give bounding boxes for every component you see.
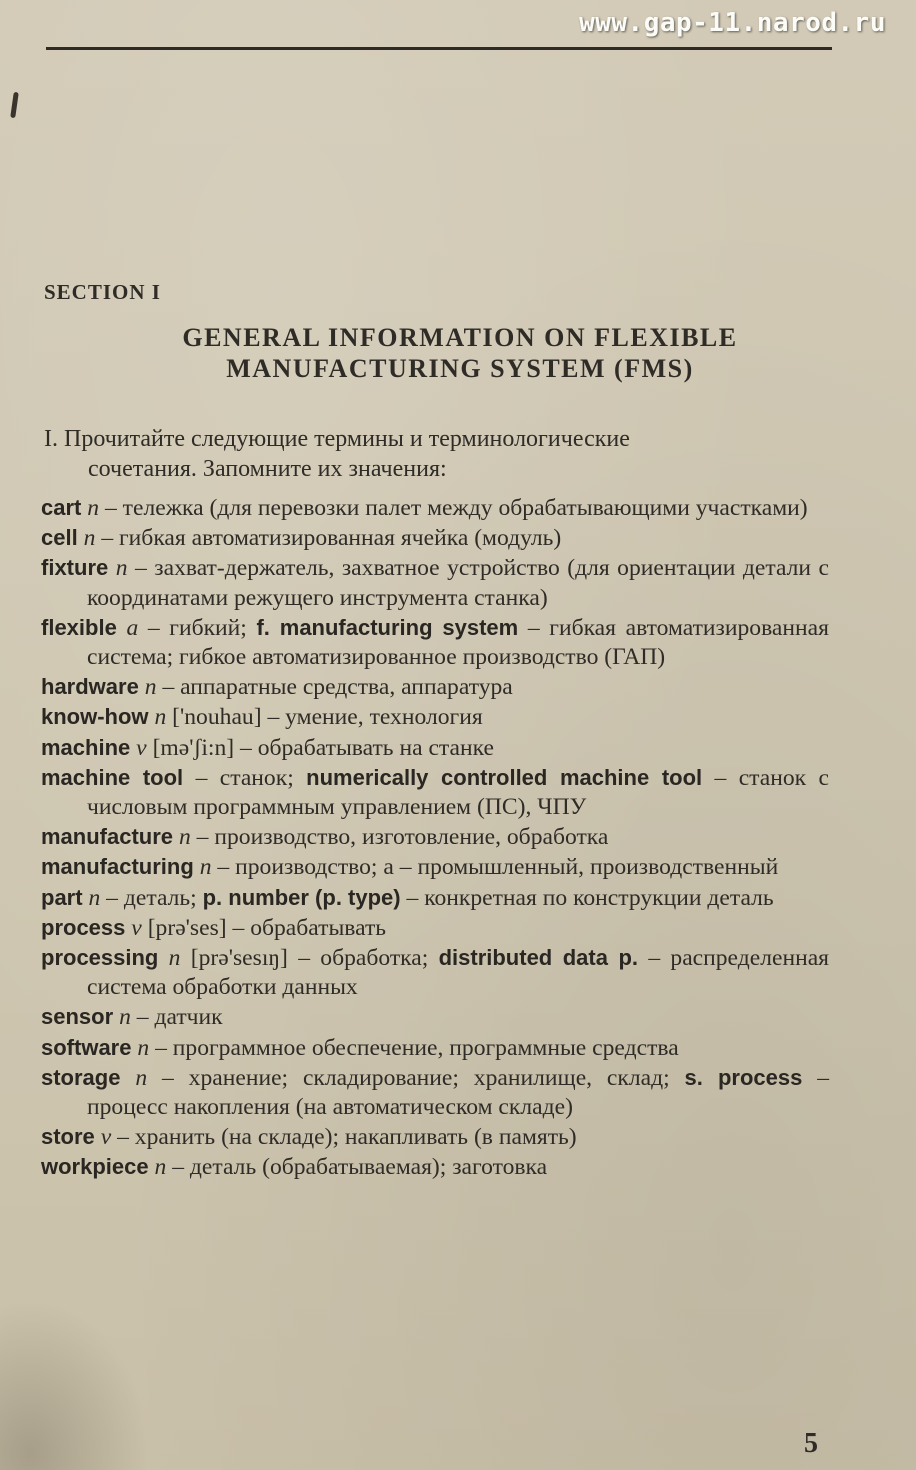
glossary-term: software <box>41 1034 132 1060</box>
glossary-term: manufacturing <box>41 854 194 880</box>
glossary-entry <box>41 493 829 523</box>
definition: – деталь; <box>106 884 203 911</box>
glossary-term: storage <box>41 1064 121 1090</box>
definition: – хранить (на складе); накапливать (в память) <box>117 1124 577 1151</box>
definition: – деталь (обрабатываемая); заготовка <box>172 1154 548 1181</box>
glossary-entry <box>41 852 829 882</box>
part-of-speech: n <box>88 884 101 911</box>
glossary-term: know-how <box>41 704 149 730</box>
instruction-line-1: Прочитайте следующие термины и терминологические <box>64 426 630 452</box>
title-line-2: MANUFACTURING SYSTEM (FMS) <box>226 354 694 383</box>
glossary-entry <box>41 763 829 822</box>
part-of-speech: n <box>87 495 100 521</box>
glossary-term: store <box>41 1124 95 1150</box>
glossary-term: part <box>41 884 83 910</box>
definition: – гибкий; <box>147 614 257 641</box>
glossary-entry <box>41 523 829 553</box>
sub-definition: – конкретная по конструкции деталь <box>400 884 774 911</box>
part-of-speech: n <box>154 704 167 731</box>
definition: – станок; <box>195 764 307 791</box>
sub-definition: – процесс накопления (на автоматическом складе) <box>87 1064 829 1121</box>
glossary-entry <box>41 822 829 852</box>
part-of-speech: n <box>154 1154 167 1181</box>
definition: – датчик <box>136 1004 223 1031</box>
part-of-speech: v <box>100 1124 112 1151</box>
page-stain <box>0 1300 150 1470</box>
part-of-speech: n <box>83 525 96 552</box>
sub-term: numerically controlled machine tool <box>306 764 703 790</box>
glossary-term: hardware <box>41 674 139 700</box>
glossary-entry <box>41 913 829 943</box>
part-of-speech: n <box>119 1004 131 1031</box>
glossary-term: machine <box>41 734 131 760</box>
glossary-entry <box>41 1152 829 1182</box>
sub-term: distributed data p. <box>438 945 639 971</box>
glossary-term: manufacture <box>41 824 174 850</box>
part-of-speech: v <box>131 914 142 941</box>
definition: – захват-держатель, захватное устройство (для ориентации детали с координатами режущего инструмента станка) <box>87 555 829 611</box>
glossary-list <box>41 493 829 1183</box>
definition: – тележка (для перевозки палет между обрабатывающими участками) <box>104 495 808 521</box>
part-of-speech: v <box>136 734 147 761</box>
page-number: 5 <box>804 1428 818 1459</box>
glossary-term: machine tool <box>41 764 184 790</box>
sub-term: p. number (p. type) <box>202 884 401 910</box>
definition: – производство; а – промышленный, производственный <box>217 854 779 881</box>
glossary-term: fixture <box>41 555 109 581</box>
definition: ['nouhau] – умение, технология <box>172 704 483 731</box>
definition: – программное обеспечение, программные средства <box>155 1034 679 1061</box>
glossary-entry <box>41 1033 829 1063</box>
instruction-line-2: сочетания. Запомните их значения: <box>88 456 447 482</box>
exercise-number: I. <box>44 426 58 452</box>
definition: – аппаратные средства, аппаратура <box>162 674 513 701</box>
header-rule <box>46 47 832 50</box>
margin-mark <box>10 92 19 118</box>
glossary-entry <box>41 672 829 702</box>
definition: [prə'ses] – обрабатывать <box>147 914 387 941</box>
part-of-speech: n <box>178 824 191 851</box>
glossary-term: sensor <box>41 1004 114 1030</box>
glossary-term: cart <box>41 495 82 520</box>
section-label: SECTION I <box>44 280 161 304</box>
glossary-entry <box>41 1122 829 1152</box>
sub-definition: – гибкая автоматизированная система; гибкое автоматизированное производство (ГАП) <box>87 614 829 671</box>
sub-definition: – распределенная система обработки данных <box>87 945 830 1001</box>
glossary-entry <box>41 613 829 672</box>
page-title <box>40 322 880 384</box>
part-of-speech: a <box>126 614 139 641</box>
glossary-entry <box>41 1063 829 1122</box>
glossary-entry <box>41 733 829 763</box>
part-of-speech: n <box>135 1064 148 1091</box>
glossary-term: process <box>41 914 126 940</box>
part-of-speech: n <box>144 674 157 701</box>
glossary-term: flexible <box>41 614 117 640</box>
definition: – гибкая автоматизированная ячейка (модуль) <box>101 525 562 552</box>
glossary-term: processing <box>41 945 159 971</box>
glossary-term: workpiece <box>41 1154 149 1180</box>
title-line-1: GENERAL INFORMATION ON FLEXIBLE <box>182 323 738 352</box>
sub-definition: – станок с числовым программным управлением (ПС), ЧПУ <box>87 764 830 821</box>
glossary-entry <box>41 702 829 732</box>
definition: [mə'ʃi:n] – обрабатывать на станке <box>152 734 494 761</box>
part-of-speech: n <box>115 555 128 582</box>
definition: – производство, изготовление, обработка <box>196 824 609 851</box>
glossary-entry <box>41 1002 829 1032</box>
part-of-speech: n <box>168 945 181 972</box>
glossary-term: cell <box>41 525 78 551</box>
sub-term: s. process <box>684 1064 803 1090</box>
glossary-entry <box>41 943 829 1002</box>
definition: – хранение; складирование; хранилище, склад; <box>162 1064 685 1091</box>
definition: [prə'sesıŋ] – обработка; <box>190 945 439 972</box>
exercise-instruction <box>44 424 834 484</box>
glossary-entry <box>41 883 829 913</box>
part-of-speech: n <box>199 854 212 881</box>
watermark-url: www.gap-11.narod.ru <box>579 8 886 38</box>
part-of-speech: n <box>137 1034 150 1061</box>
glossary-entry <box>41 553 829 612</box>
sub-term: f. manufacturing system <box>256 614 519 640</box>
